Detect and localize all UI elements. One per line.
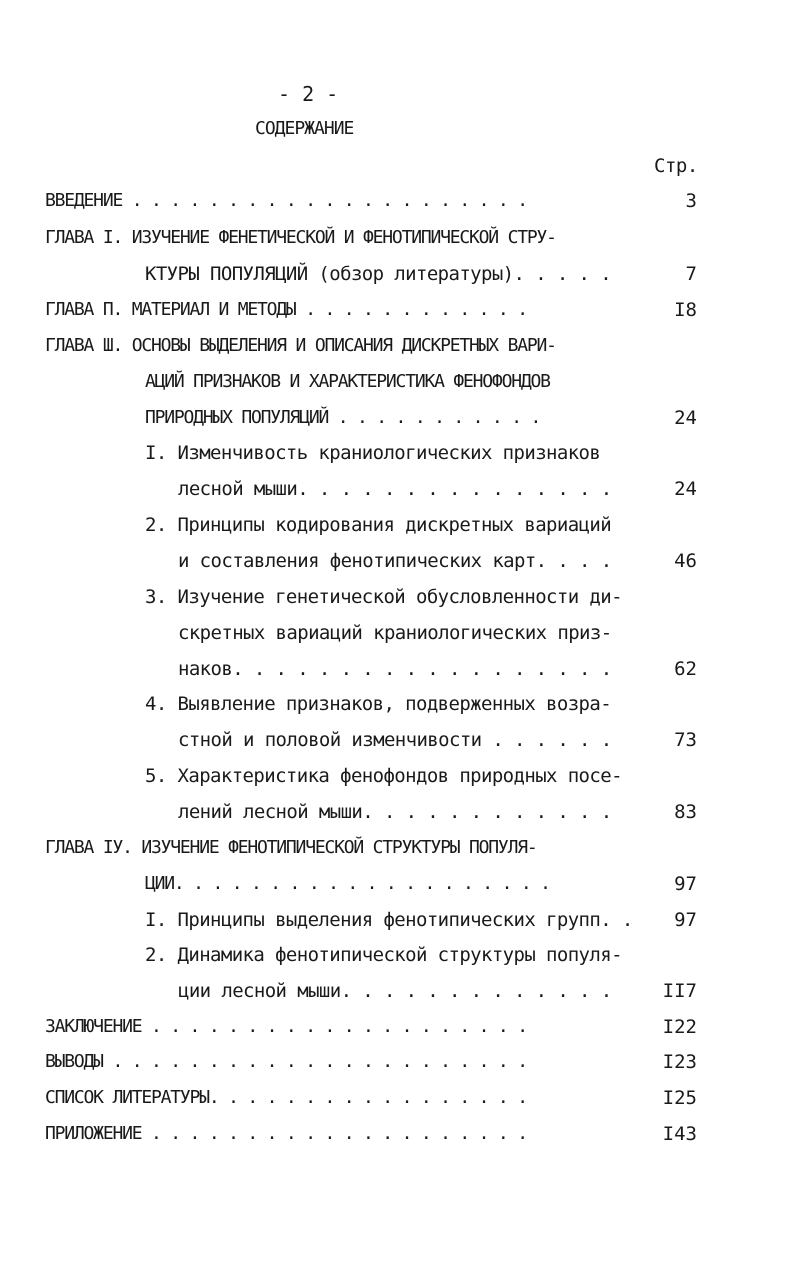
toc-entry-text: 4. Выявление признаков, подверженных возра- — [145, 693, 612, 715]
toc-entry-text: ВВЕДЕНИЕ . . . . . . . . . . . . . . . . . . . . . — [45, 190, 527, 211]
toc-entry-text: ПРИРОДНЫХ ПОПУЛЯЦИЙ . . . . . . . . . . . — [145, 407, 541, 428]
toc-entry-text: ЦИИ. . . . . . . . . . . . . . . . . . . . — [145, 873, 550, 894]
toc-entry-text: КТУРЫ ПОПУЛЯЦИЙ (обзор литературы). . . . . — [145, 263, 612, 285]
toc-entry-text: ГЛАВА IУ. ИЗУЧЕНИЕ ФЕНОТИПИЧЕСКОЙ СТРУКТУРЫ ПОПУЛЯ- — [45, 837, 537, 858]
toc-entry-text: 2. Динамика фенотипической структуры популя- — [145, 944, 622, 966]
toc-entry-page: 24 — [674, 407, 697, 429]
toc-entry-page: 73 — [674, 729, 697, 751]
toc-entry-text: СПИСОК ЛИТЕРАТУРЫ. . . . . . . . . . . . . . . . . — [45, 1087, 527, 1108]
toc-entry-text: стной и половой изменчивости . . . . . . — [178, 729, 612, 751]
toc-entry-text: 2. Принципы кодирования дискретных вариаций — [145, 514, 612, 536]
toc-entry-page: I25 — [662, 1087, 697, 1109]
toc-entry-text: I. Принципы выделения фенотипических групп. . — [145, 909, 633, 931]
toc-entry-text: ции лесной мыши. . . . . . . . . . . . . — [178, 980, 612, 1002]
page-title: СОДЕРЖАНИЕ — [255, 118, 354, 139]
toc-entry-text: I. Изменчивость краниологических признаков — [145, 442, 601, 464]
toc-entry-page: 3 — [685, 190, 697, 212]
toc-entry-text: 5. Характеристика фенофондов природных посе- — [145, 765, 622, 787]
toc-entry-text: ПРИЛОЖЕНИЕ . . . . . . . . . . . . . . . . . . . . — [45, 1123, 527, 1144]
toc-entry-page: 83 — [674, 801, 697, 823]
toc-entry-text: скретных вариаций краниологических приз- — [178, 622, 612, 644]
toc-entry-text: ГЛАВА Ш. ОСНОВЫ ВЫДЕЛЕНИЯ И ОПИСАНИЯ ДИСКРЕТНЫХ ВАРИ- — [45, 335, 556, 356]
toc-entry-text: лесной мыши. . . . . . . . . . . . . . . — [178, 478, 612, 500]
toc-entry-text: наков. . . . . . . . . . . . . . . . . . — [178, 658, 612, 680]
toc-entry-text: АЦИЙ ПРИЗНАКОВ И ХАРАКТЕРИСТИКА ФЕНОФОНДОВ — [145, 371, 550, 392]
toc-entry-page: II7 — [662, 980, 697, 1002]
toc-entry-page: I23 — [662, 1051, 697, 1073]
page-column-header: Стр. — [654, 155, 698, 177]
toc-entry-text: 3. Изучение генетической обусловленности ди- — [145, 586, 622, 608]
toc-entry-text: лений лесной мыши. . . . . . . . . . . . — [178, 801, 612, 823]
toc-entry-page: 24 — [674, 478, 697, 500]
toc-entry-text: ЗАКЛЮЧЕНИЕ . . . . . . . . . . . . . . . . . . . . — [45, 1016, 527, 1037]
toc-entry-page: 62 — [674, 658, 697, 680]
page-number: - 2 - — [278, 82, 339, 106]
toc-entry-page: I8 — [674, 299, 697, 321]
toc-entry-text: ВЫВОДЫ . . . . . . . . . . . . . . . . . . . . . . — [45, 1051, 527, 1072]
toc-entry-page: I22 — [662, 1016, 697, 1038]
toc-entry-text: и составления фенотипических карт. . . . — [178, 550, 612, 572]
toc-entry-page: 97 — [674, 873, 697, 895]
toc-entry-page: 46 — [674, 550, 697, 572]
toc-entry-text: ГЛАВА I. ИЗУЧЕНИЕ ФЕНЕТИЧЕСКОЙ И ФЕНОТИПИЧЕСКОЙ СТРУ- — [45, 227, 556, 248]
toc-entry-page: I43 — [662, 1123, 697, 1145]
toc-entry-page: 97 — [674, 909, 697, 931]
toc-entry-text: ГЛАВА П. МАТЕРИАЛ И МЕТОДЫ . . . . . . . . . . . . — [45, 299, 527, 320]
toc-entry-page: 7 — [685, 263, 697, 285]
